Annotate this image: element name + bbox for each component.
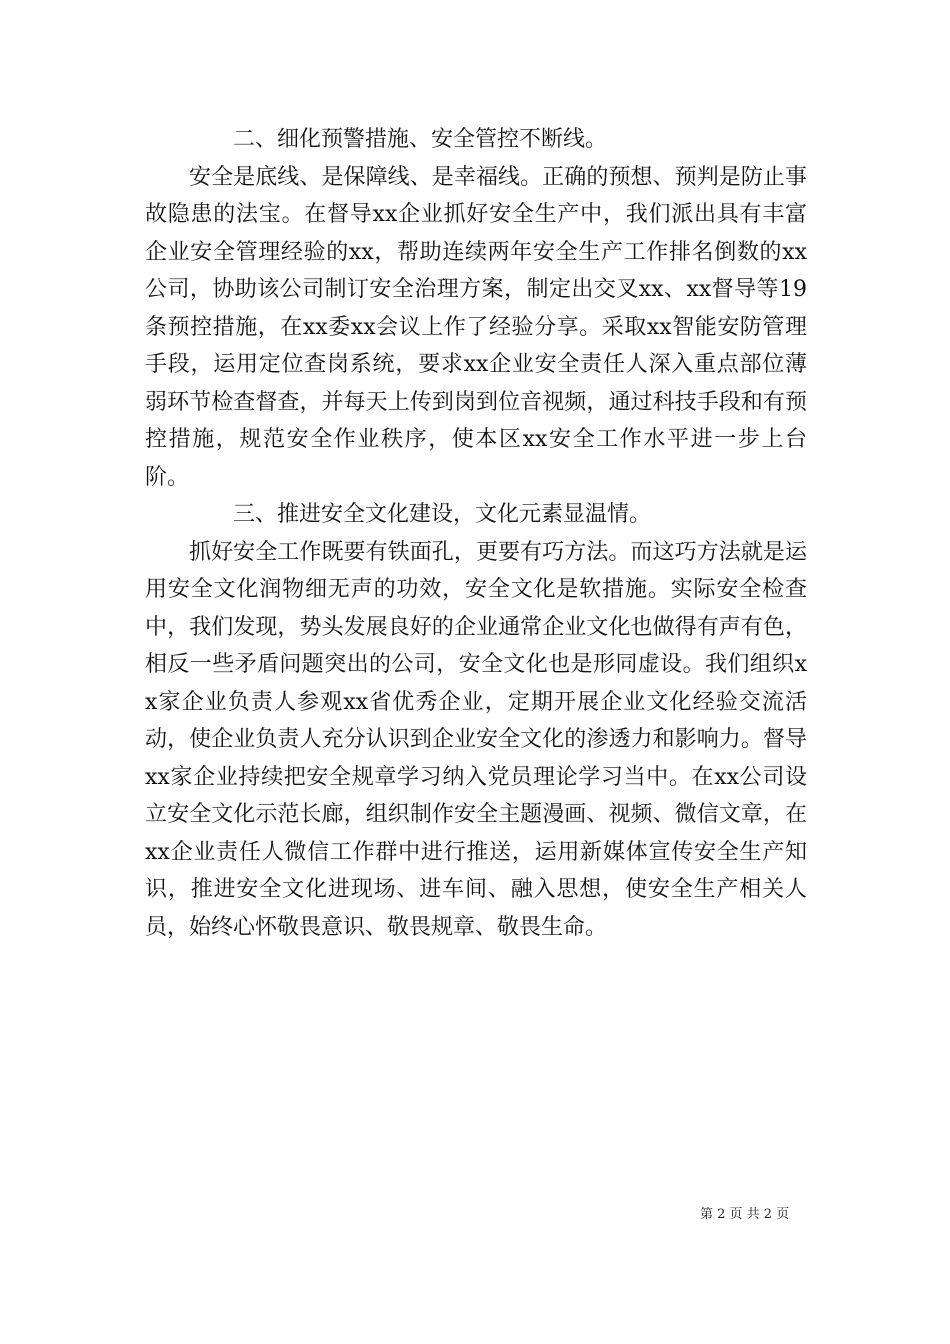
document-body	[145, 121, 807, 946]
section-heading-3: 三、推进安全文化建设，文化元素显温情。	[233, 502, 652, 527]
body-paragraph-1: 安全是底线、是保障线、是幸福线。正确的预想、预判是防止事故隐患的法宝。在督导xx企业抓好安全生产中，我们派出具有丰富企业安全管理经验的xx，帮助连续两年安全生产工作排名倒数的xx公司，协助该公司制订安全治理方案，制定出交叉xx、xx督导等19条预控措施，在xx委xx会议上作了经验分享。采取xx智能安防管理手段，运用定位查岗系统，要求xx企业安全责任人深入重点部位薄弱环节检查督查，并每天上传到岗到位音视频，通过科技手段和有预控措施，规范安全作业秩序，使本区xx安全工作水平进一步上台阶。	[145, 164, 807, 490]
section-heading-2: 二、细化预警措施、安全管控不断线。	[233, 127, 608, 152]
body-paragraph-2: 抓好安全工作既要有铁面孔，更要有巧方法。而这巧方法就是运用安全文化润物细无声的功效，安全文化是软措施。实际安全检查中，我们发现，势头发展良好的企业通常企业文化也做得有声有色，相反一些矛盾问题突出的公司，安全文化也是形同虚设。我们组织xx家企业负责人参观xx省优秀企业，定期开展企业文化经验交流活动，使企业负责人充分认识到企业安全文化的渗透力和影响力。督导xx家企业持续把安全规章学习纳入党员理论学习当中。在xx公司设立安全文化示范长廊，组织制作安全主题漫画、视频、微信文章，在xx企业责任人微信工作群中进行推送，运用新媒体宣传安全生产知识，推进安全文化进现场、进车间、融入思想，使安全生产相关人员，始终心怀敬畏意识、敬畏规章、敬畏生命。	[145, 539, 807, 940]
page-number-footer: 第 2 页 共 2 页	[700, 1207, 790, 1222]
